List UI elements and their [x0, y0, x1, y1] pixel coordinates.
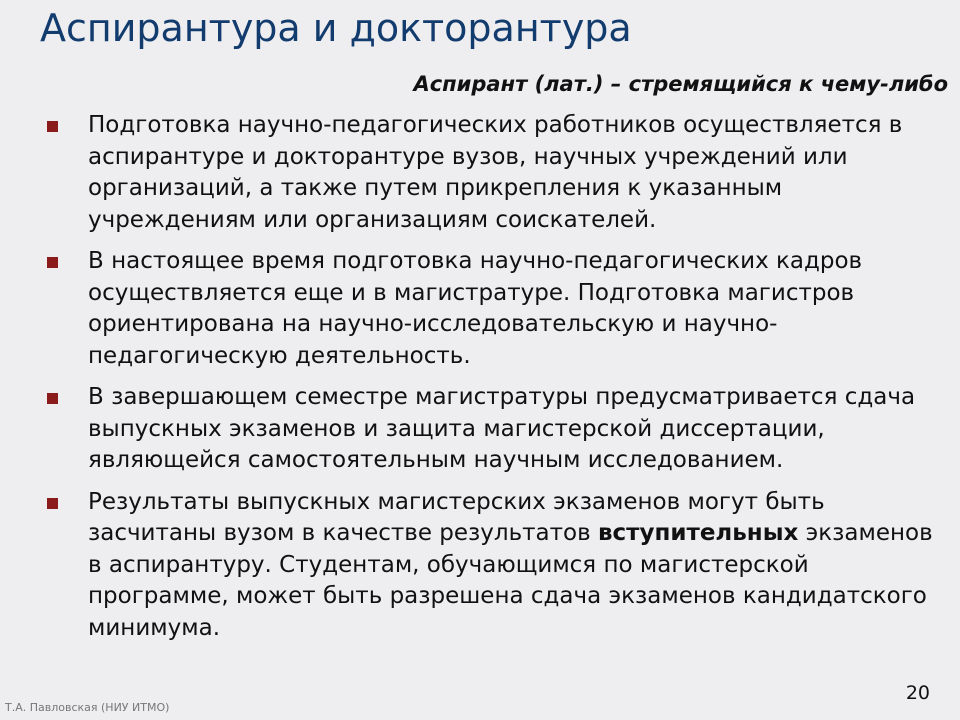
bullet-text-bold: вступительных: [597, 520, 799, 546]
bullet-text: В завершающем семестре магистратуры предусматривается сдача выпускных экзаменов и защита магистерской диссертации, являющейся самостоятельным научным исследованием.: [88, 384, 916, 473]
square-bullet-icon: [47, 498, 58, 509]
page-number: 20: [905, 682, 930, 704]
bullet-item: [88, 246, 938, 372]
square-bullet-icon: [47, 393, 58, 404]
bullet-text: Подготовка научно-педагогических работников осуществляется в аспирантуре и докторантуре вузов, научных учреждений или организаций, а также путем прикрепления к указанным учреждениям или организациям соискателей.: [88, 112, 903, 233]
slide-subtitle: Аспирант (лат.) – стремящийся к чему-либо: [413, 72, 948, 96]
footer-author: Т.А. Павловская (НИУ ИТМО): [5, 701, 170, 714]
bullet-list: [88, 110, 938, 654]
square-bullet-icon: [47, 121, 58, 132]
bullet-item: [88, 382, 938, 477]
bullet-text-start: Результаты выпускных магистерских экзаменов могут быть засчитаны вузом в качестве результатов: [88, 488, 825, 546]
bullet-item: [88, 487, 938, 645]
slide-title: Аспирантура и докторантура: [40, 6, 632, 50]
square-bullet-icon: [47, 257, 58, 268]
bullet-item: [88, 110, 938, 236]
bullet-text-end: экзаменов в аспирантуру. Студентам, обучающимся по магистерской программе, может быть разрешена сдача экзаменов кандидатского минимума.: [88, 520, 933, 641]
bullet-text: В настоящее время подготовка научно-педагогических кадров осуществляется еще и в магистратуре. Подготовка магистров ориентирована на научно-исследовательскую и научно-педагогическую деятельность.: [88, 248, 863, 369]
